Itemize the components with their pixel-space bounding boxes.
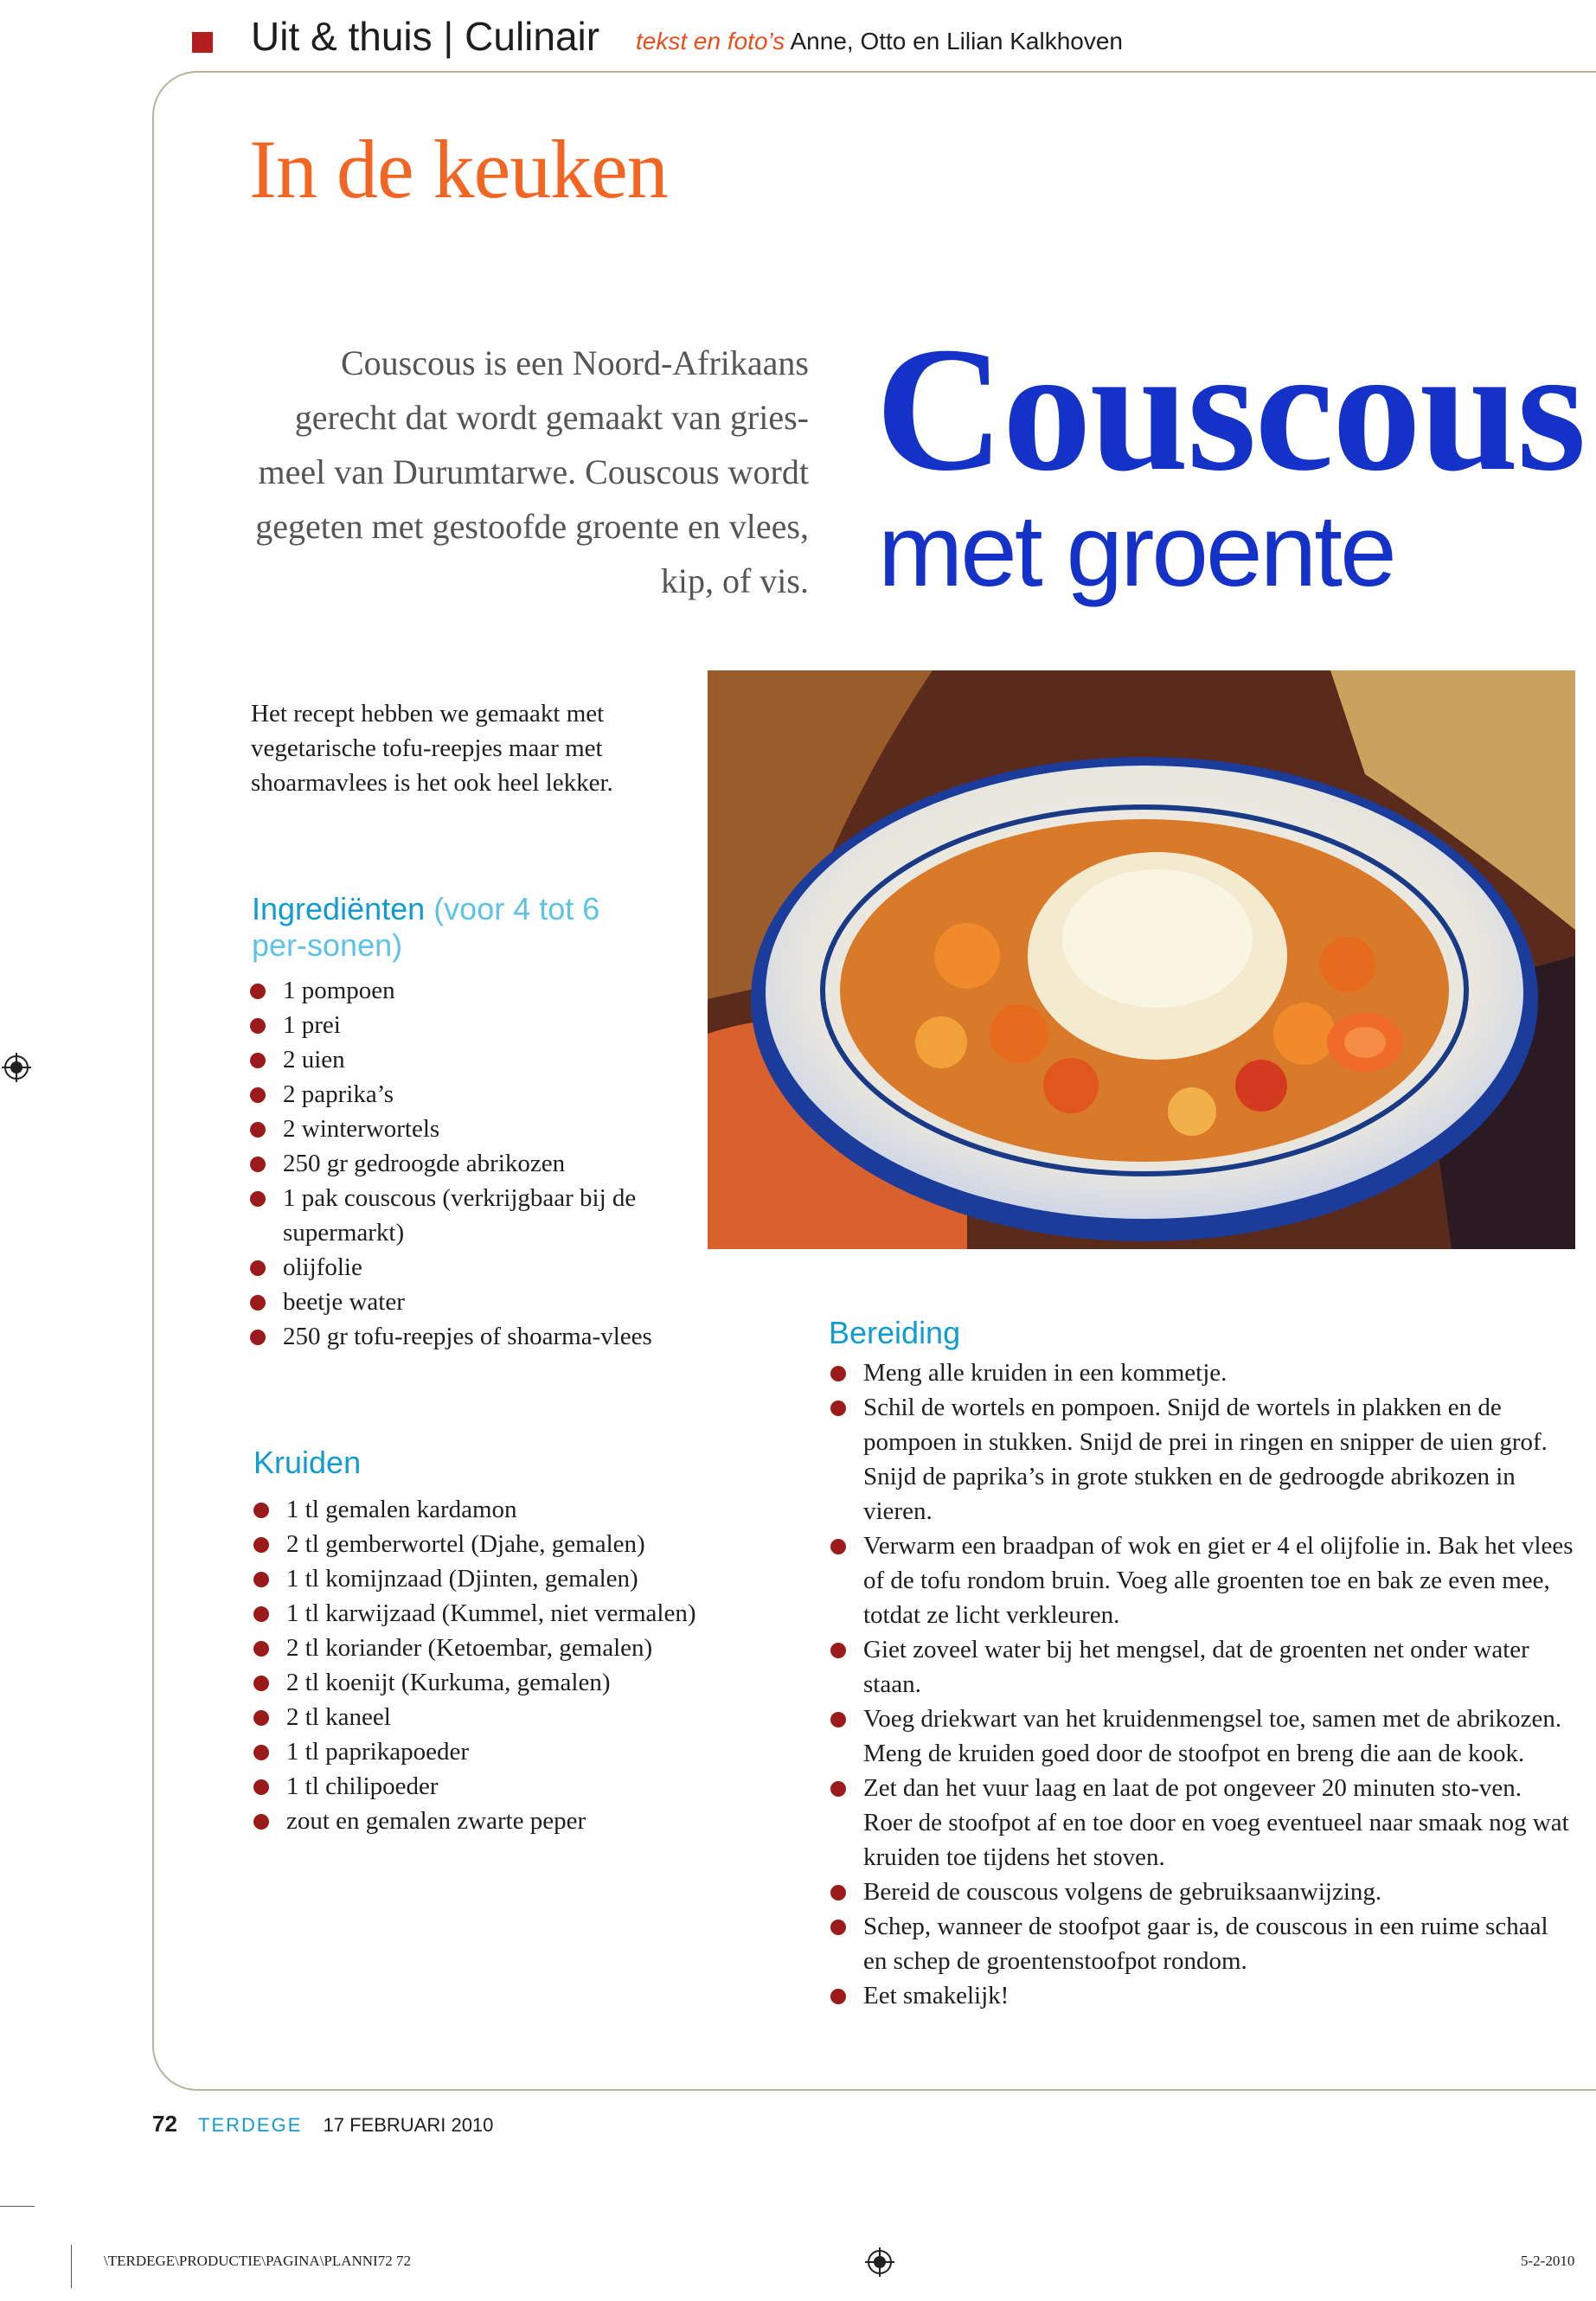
list-item-text: 2 tl gemberwortel (Djahe, gemalen) (286, 1530, 645, 1558)
step-text: Giet zoveel water bij het mengsel, dat de groenten net onder water staan. (863, 1636, 1529, 1698)
list-item (250, 1042, 657, 1077)
lead-paragraph: Het recept hebben we gemaakt met vegetarische tofu-reepjes maar met shoarmavlees is het ook heel lekker. (251, 700, 613, 797)
article-subtitle: met groente (878, 494, 1394, 608)
list-item-text: beetje water (283, 1288, 405, 1316)
list-item (253, 1561, 772, 1596)
bullet-dot-icon (253, 1537, 269, 1553)
list-item (253, 1700, 772, 1734)
bullet-dot-icon (250, 1122, 266, 1138)
step-item (830, 1875, 1576, 1909)
list-item-text: 1 tl karwijzaad (Kummel, niet vermalen) (286, 1599, 696, 1627)
bullet-dot-icon (253, 1503, 269, 1518)
print-slug-date: 5-2-2010 (1521, 2253, 1575, 2269)
credit-names: Anne, Otto en Lilian Kalkhoven (790, 28, 1123, 54)
step-text: Voeg driekwart van het kruidenmengsel toe, samen met de abrikozen. Meng de kruiden goed door de stoofpot en breng die aan de kook. (863, 1705, 1562, 1767)
bullet-dot-icon (253, 1606, 269, 1622)
ingredients-servings-note: (voor 4 tot 6 per-sonen) (252, 891, 600, 963)
list-item (250, 1319, 657, 1354)
list-item-text: 2 tl koenijt (Kurkuma, gemalen) (286, 1669, 611, 1696)
list-item (250, 1146, 657, 1181)
bullet-dot-icon (250, 1018, 266, 1034)
step-text: Schep, wanneer de stoofpot gaar is, de couscous in een ruime schaal en schep de groentenstoofpot rondom. (863, 1913, 1548, 1975)
crop-mark (71, 2245, 72, 2288)
ingredients-heading (252, 891, 658, 964)
step-text: Eet smakelijk! (863, 1982, 1010, 2009)
list-item (253, 1769, 772, 1804)
bullet-dot-icon (830, 1712, 846, 1727)
bullet-dot-icon (253, 1710, 269, 1726)
issue-date: 17 FEBRUARI 2010 (323, 2114, 494, 2136)
bullet-dot-icon (830, 1643, 846, 1658)
bullet-dot-icon (250, 1295, 266, 1311)
list-item-text: 250 gr gedroogde abrikozen (283, 1150, 566, 1177)
bullet-dot-icon (830, 1539, 846, 1554)
list-item-text: olijfolie (283, 1253, 362, 1281)
herbs-list (253, 1492, 772, 1838)
list-item (250, 1077, 657, 1112)
preparation-steps (830, 1356, 1576, 2013)
list-item-text: 2 paprika’s (283, 1080, 394, 1108)
bullet-dot-icon (830, 1781, 846, 1797)
list-item-text: zout en gemalen zwarte peper (286, 1807, 586, 1835)
step-item (830, 1702, 1576, 1771)
list-item-text: 2 uien (283, 1046, 345, 1074)
list-item (250, 1181, 657, 1250)
list-item-text: 2 tl kaneel (286, 1703, 391, 1731)
kicker-heading: In de keuken (249, 123, 668, 215)
bullet-dot-icon (250, 1087, 266, 1103)
list-item-text: 250 gr tofu-reepjes of shoarma-vlees (283, 1323, 652, 1350)
step-item (830, 1771, 1576, 1875)
list-item (253, 1631, 772, 1665)
list-item (250, 1285, 657, 1319)
list-item-text: 1 tl chilipoeder (286, 1772, 439, 1800)
page-folio (152, 2111, 493, 2138)
magazine-name: TERDEGE (198, 2114, 303, 2136)
ingredients-title: Ingrediënten (252, 891, 426, 926)
list-item-text: 1 prei (283, 1011, 341, 1039)
list-item-text: 2 winterwortels (283, 1115, 440, 1143)
bullet-dot-icon (253, 1745, 269, 1760)
step-text: Meng alle kruiden in een kommetje. (863, 1359, 1227, 1387)
list-item (253, 1665, 772, 1700)
list-item (253, 1734, 772, 1769)
bullet-dot-icon (830, 1920, 846, 1935)
list-item (253, 1804, 772, 1838)
section-marker (192, 32, 213, 53)
step-text: Schil de wortels en pompoen. Snijd de wortels in plakken en de pompoen in stukken. Snijd de prei in ringen en snipper de uien grof. Snijd de paprika’s in grote stukken en de gedroogde abrikozen in vieren. (863, 1394, 1548, 1525)
dish-photo (708, 670, 1575, 1249)
page-number: 72 (152, 2111, 177, 2137)
bullet-dot-icon (253, 1641, 269, 1657)
article-title: Couscous (875, 310, 1585, 508)
list-item (250, 1008, 657, 1042)
print-slug-path: \TERDEGE\PRODUCTIE\PAGINA\PLANNI72 72 (104, 2253, 411, 2269)
bullet-dot-icon (830, 1885, 846, 1900)
list-item (250, 1112, 657, 1146)
bullet-dot-icon (253, 1779, 269, 1795)
registration-mark-icon (2, 1053, 31, 1082)
step-item (830, 1390, 1576, 1529)
dish-photo-illustration (708, 670, 1575, 1249)
list-item (250, 973, 657, 1008)
bullet-dot-icon (250, 1330, 266, 1345)
list-item (253, 1492, 772, 1527)
bullet-dot-icon (830, 1989, 846, 2004)
step-item (830, 1978, 1576, 2013)
bullet-dot-icon (253, 1676, 269, 1691)
list-item-text: 1 pompoen (283, 977, 395, 1004)
bullet-dot-icon (250, 1053, 266, 1068)
ingredients-list (250, 973, 657, 1354)
list-item-text: 2 tl koriander (Ketoembar, gemalen) (286, 1634, 653, 1662)
list-item-text: 1 pak couscous (verkrijgbaar bij de supermarkt) (283, 1184, 637, 1247)
bullet-dot-icon (253, 1814, 269, 1830)
step-text: Zet dan het vuur laag en laat de pot ongeveer 20 minuten sto-ven. Roer de stoofpot af en toe door en voeg eventueel naar smaak nog wat kruiden toe tijdens het stoven. (863, 1774, 1569, 1871)
bullet-dot-icon (830, 1366, 846, 1381)
step-text: Bereid de couscous volgens de gebruiksaanwijzing. (863, 1878, 1382, 1906)
bullet-dot-icon (250, 984, 266, 999)
step-item (830, 1632, 1576, 1702)
list-item-text: 1 tl komijnzaad (Djinten, gemalen) (286, 1565, 638, 1593)
registration-mark-icon (865, 2247, 894, 2277)
list-item-text: 1 tl gemalen kardamon (286, 1496, 517, 1523)
bullet-dot-icon (250, 1191, 266, 1207)
list-item (253, 1527, 772, 1561)
step-text: Verwarm een braadpan of wok en giet er 4 el olijfolie in. Bak het vlees of de tofu rondom bruin. Voeg alle groenten toe en bak ze even mee, totdat ze licht verkleuren. (863, 1532, 1574, 1629)
credit-label: tekst en foto’s (636, 28, 785, 54)
bullet-dot-icon (253, 1572, 269, 1587)
step-item (830, 1356, 1576, 1390)
list-item (253, 1596, 772, 1631)
list-item (250, 1250, 657, 1285)
preparation-heading: Bereiding (829, 1315, 961, 1350)
bullet-dot-icon (830, 1400, 846, 1416)
intro-paragraph: Couscous is een Noord-Afrikaans gerecht dat wordt gemaakt van gries-meel van Durumtarwe. Couscous wordt gegeten met gestoofde groente en vlees, kip, of vis. (255, 343, 809, 600)
herbs-heading: Kruiden (253, 1445, 362, 1480)
crop-mark (0, 2206, 35, 2207)
section-title: Uit & thuis | Culinair (251, 14, 600, 59)
step-item (830, 1909, 1576, 1978)
bullet-dot-icon (250, 1260, 266, 1276)
list-item-text: 1 tl paprikapoeder (286, 1738, 469, 1766)
step-item (830, 1529, 1576, 1632)
photo-credit (636, 28, 1123, 55)
bullet-dot-icon (250, 1157, 266, 1172)
